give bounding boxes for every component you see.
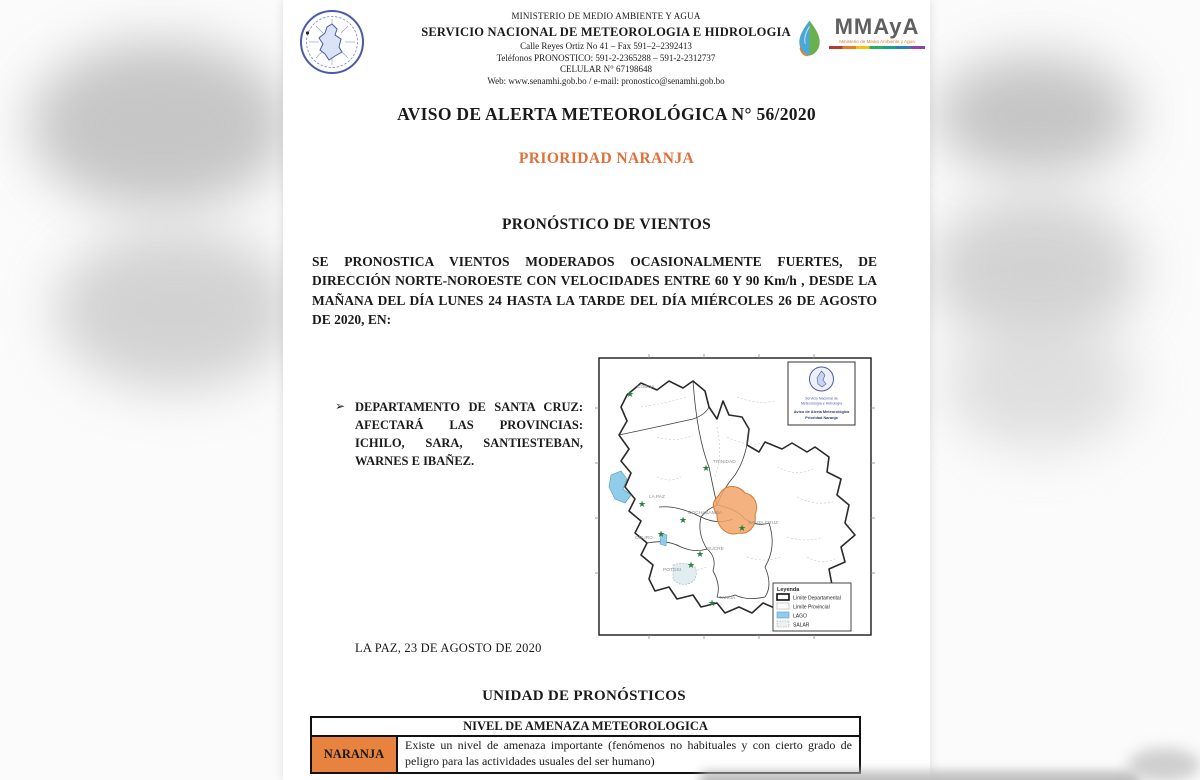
- background-blur-corner: [1128, 748, 1200, 780]
- table-header: NIVEL DE AMENAZA METEOROLOGICA: [312, 718, 859, 737]
- city-label: LA PAZ: [649, 495, 665, 500]
- arrow-bullet-icon: ➢: [335, 399, 346, 413]
- mmaya-color-stripe: [829, 46, 925, 49]
- background-blur-blob: [55, 230, 295, 390]
- alert-title: AVISO DE ALERTA METEOROLÓGICA N° 56/2020: [397, 104, 816, 124]
- city-label: TRINIDAD: [713, 460, 736, 465]
- star-icon: ★: [686, 560, 696, 570]
- city-label: COCHABAMBA: [688, 511, 723, 516]
- bolivia-alert-map: [593, 352, 877, 642]
- city-label: ORURO: [635, 536, 653, 541]
- ministry-line: MINISTERIO DE MEDIO AMBIENTE Y AGUA: [511, 11, 701, 21]
- forecast-section-title: PRONÓSTICO DE VIENTOS: [501, 216, 711, 233]
- inset-line: Aviso de Alerta Meteorológica: [793, 409, 850, 414]
- threat-level-table: [310, 716, 861, 774]
- inset-line: Prioridad Naranja: [805, 415, 838, 420]
- city-label: POTOSI: [663, 568, 682, 573]
- forecast-paragraph: SE PRONOSTICA VIENTOS MODERADOS OCASIONALMENTE FUERTES, DE DIRECCIÓN NORTE-NOROESTE CON VELOCIDADES ENTRE 60 Y 90 Km/h , DESDE LA MAÑANA DEL DÍA LUNES 24 HASTA LA TARDE DEL DÍA MIÉRCOLES 26 DE AGOSTO DE 2020, EN:: [312, 254, 877, 327]
- bolivia-map-figure: [593, 352, 877, 642]
- legend-label: Límite Provincial: [793, 604, 830, 611]
- star-icon: ★: [625, 389, 635, 399]
- senamhi-seal-icon: [299, 9, 365, 75]
- table-row: [312, 737, 859, 772]
- background-blur-blob: [935, 55, 1135, 175]
- service-name-line: SERVICIO NACIONAL DE METEOROLOGIA E HIDROLOGIA: [421, 24, 791, 39]
- background-blur-blob: [945, 320, 1135, 450]
- city-label: SUCRE: [707, 547, 724, 552]
- mmaya-acronym: MMAyA: [834, 14, 920, 39]
- threat-level-badge: NARANJA: [312, 737, 398, 772]
- dateline: LA PAZ, 23 DE AGOSTO DE 2020: [355, 641, 542, 655]
- star-icon: ★: [737, 523, 747, 533]
- map-legend: [773, 583, 851, 631]
- city-label: COBIJA: [637, 385, 655, 390]
- web-email-line: Web: www.senamhi.gob.bo / e-mail: pronostico@senamhi.gob.bo: [487, 76, 725, 86]
- threat-level-description: Existe un nivel de amenaza importante (fenómenos no habituales y con cierto grado de peligro para las actividades usuales del ser humano): [405, 738, 852, 768]
- address-line: Calle Reyes Ortiz No 41 – Fax 591–2–2392413: [520, 40, 692, 51]
- mmaya-drop-icon: [793, 16, 826, 60]
- department-bullet: [335, 398, 585, 471]
- city-label: SANTA CRUZ: [748, 521, 779, 526]
- star-icon: ★: [678, 515, 688, 525]
- senamhi-seal-logo: [299, 9, 365, 75]
- background-blur-blob: [30, 40, 290, 210]
- phones-line: Teléfonos PRONOSTICO: 591-2-2365288 – 591-2-2312737: [496, 52, 716, 63]
- document-page: [283, 0, 930, 780]
- legend-label: Límite Departamental: [793, 595, 841, 602]
- city-label: TARIJA: [719, 596, 736, 601]
- priority-heading: PRIORIDAD NARANJA: [518, 150, 695, 167]
- star-icon: ★: [701, 463, 711, 473]
- unit-heading: UNIDAD DE PRONÓSTICOS: [482, 688, 686, 704]
- inset-line: Meteorología e Hidrología: [800, 401, 843, 406]
- department-bullet-text: DEPARTAMENTO DE SANTA CRUZ: AFECTARÁ LAS PROVINCIAS: ICHILO, SARA, SANTIESTEBAN, WARNES E IBAÑEZ.: [355, 400, 583, 469]
- star-icon: ★: [707, 598, 717, 608]
- background-blur-bar: [700, 771, 1140, 780]
- star-icon: ★: [695, 549, 705, 559]
- inset-line: Servicio Nacional de: [805, 396, 838, 401]
- mmaya-logo: [793, 16, 925, 60]
- star-icon: ★: [637, 499, 647, 509]
- legend-title: Leyenda: [777, 587, 800, 593]
- letterhead: [383, 11, 829, 88]
- legend-label: SALAR: [793, 622, 810, 629]
- cellphone-line: CELULAR N° 67198648: [559, 64, 653, 75]
- mmaya-subtitle: Ministerio de Medio Ambiente y Agua: [839, 39, 915, 44]
- legend-label: LAGO: [793, 613, 807, 620]
- map-inset-box: [788, 362, 855, 425]
- star-icon: ★: [656, 529, 666, 539]
